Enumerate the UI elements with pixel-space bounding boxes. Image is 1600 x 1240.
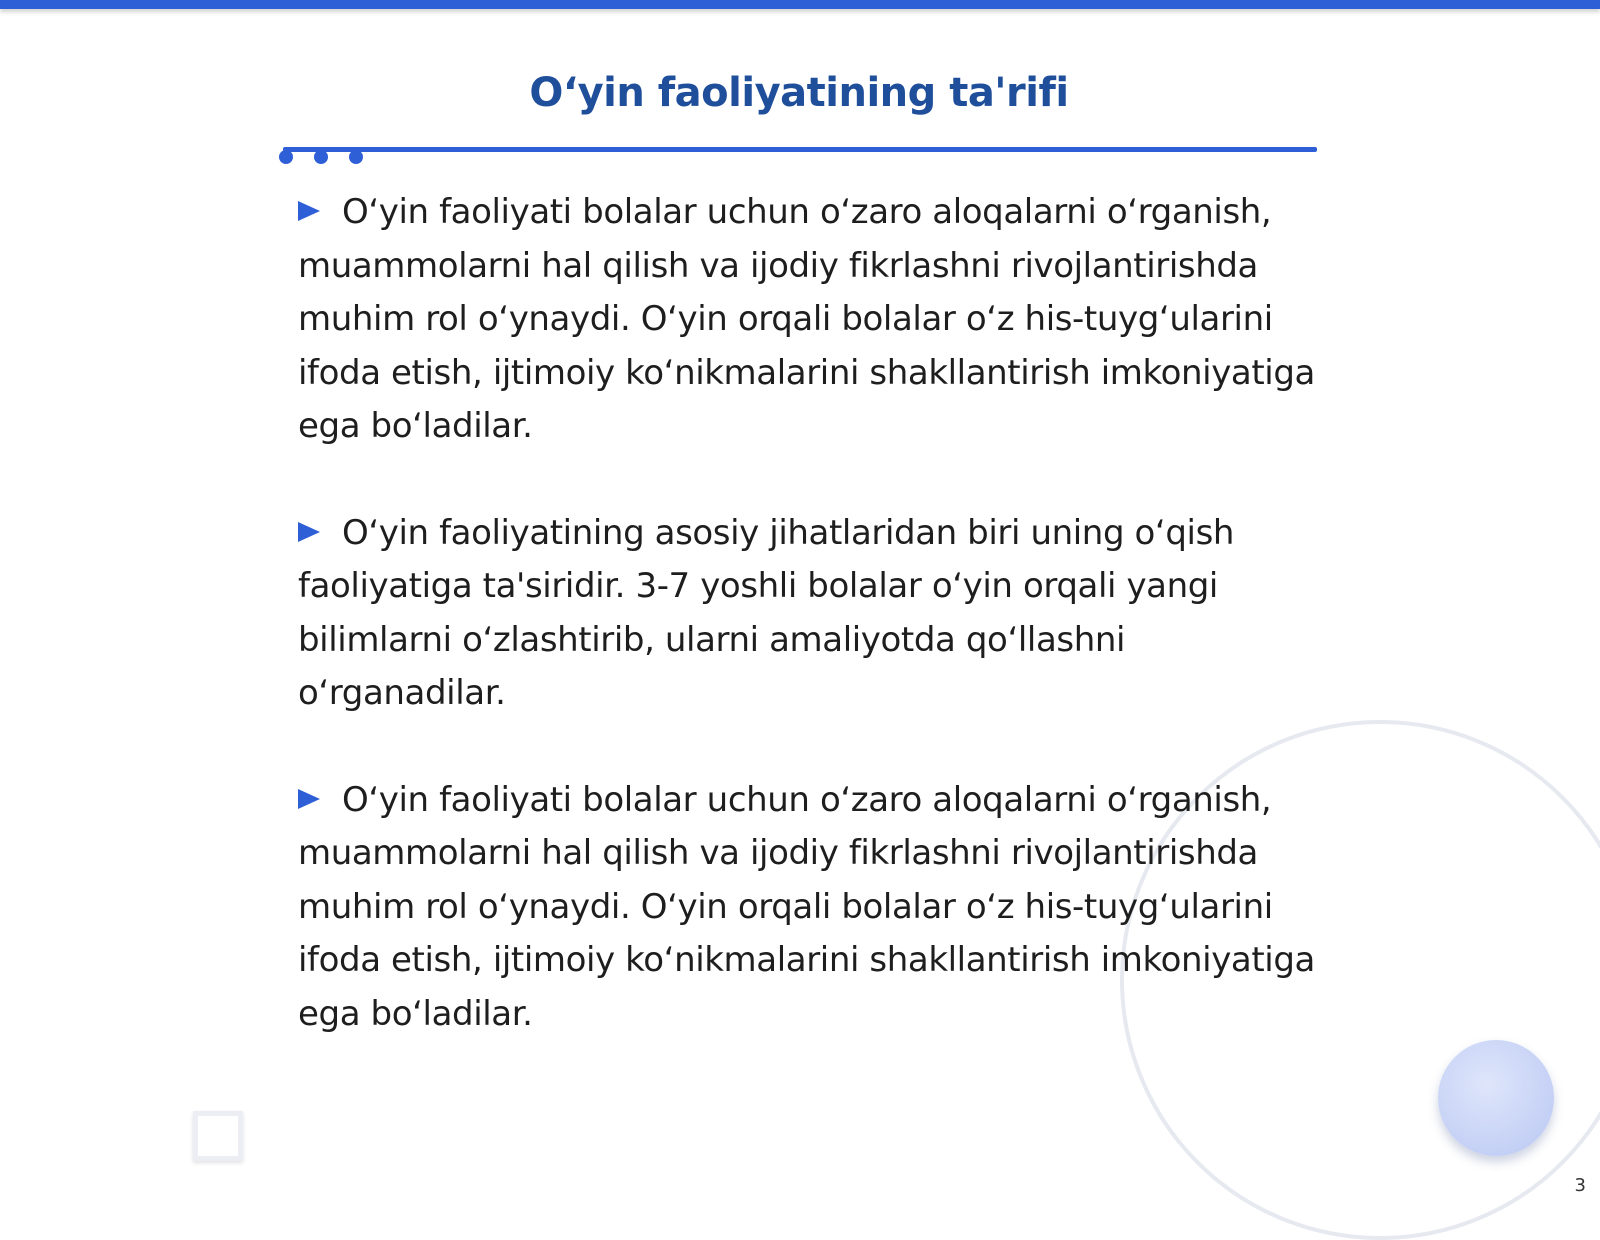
decorative-square [193, 1111, 243, 1161]
triangle-bullet-icon [298, 201, 320, 221]
decorative-circle [1438, 1040, 1554, 1156]
bullet-paragraph [298, 186, 1318, 454]
triangle-bullet-icon [298, 522, 320, 542]
slide-body [298, 186, 1318, 1041]
slide-title: O‘yin faoliyatining ta'rifi [529, 70, 1069, 116]
paragraph-text: O‘yin faoliyati bolalar uchun o‘zaro aloqalarni o‘rganish, muammolarni hal qilish va ijodiy fikrlashni rivojlantirishda muhim rol o‘ynaydi. O‘yin orqali bolalar o‘z his-tuyg‘ularini ifoda etish, ijtimoiy ko‘nikmalarini shakllantirish imkoniyatiga ega bo‘ladilar. [298, 779, 1315, 1034]
triangle-bullet-icon [298, 789, 320, 809]
title-underline [283, 147, 1317, 152]
underline-dot [314, 150, 328, 164]
paragraph-text: O‘yin faoliyati bolalar uchun o‘zaro aloqalarni o‘rganish, muammolarni hal qilish va ijodiy fikrlashni rivojlantirishda muhim rol o‘ynaydi. O‘yin orqali bolalar o‘z his-tuyg‘ularini ifoda etish, ijtimoiy ko‘nikmalarini shakllantirish imkoniyatiga ega bo‘ladilar. [298, 192, 1315, 446]
top-accent-bar [0, 0, 1600, 9]
paragraph-text: O‘yin faoliyatining asosiy jihatlaridan biri uning o‘qish faoliyatiga ta'siridir. 3-7 yoshli bolalar o‘yin orqali yangi bilimlarni o‘zlashtirib, ularni amaliyotda qo‘llashni o‘rganadilar. [298, 512, 1235, 713]
underline-dot [349, 150, 363, 164]
bullet-paragraph [298, 507, 1318, 721]
page-number: 3 [1574, 1175, 1586, 1196]
bullet-paragraph [298, 774, 1318, 1042]
underline-dot [279, 150, 293, 164]
